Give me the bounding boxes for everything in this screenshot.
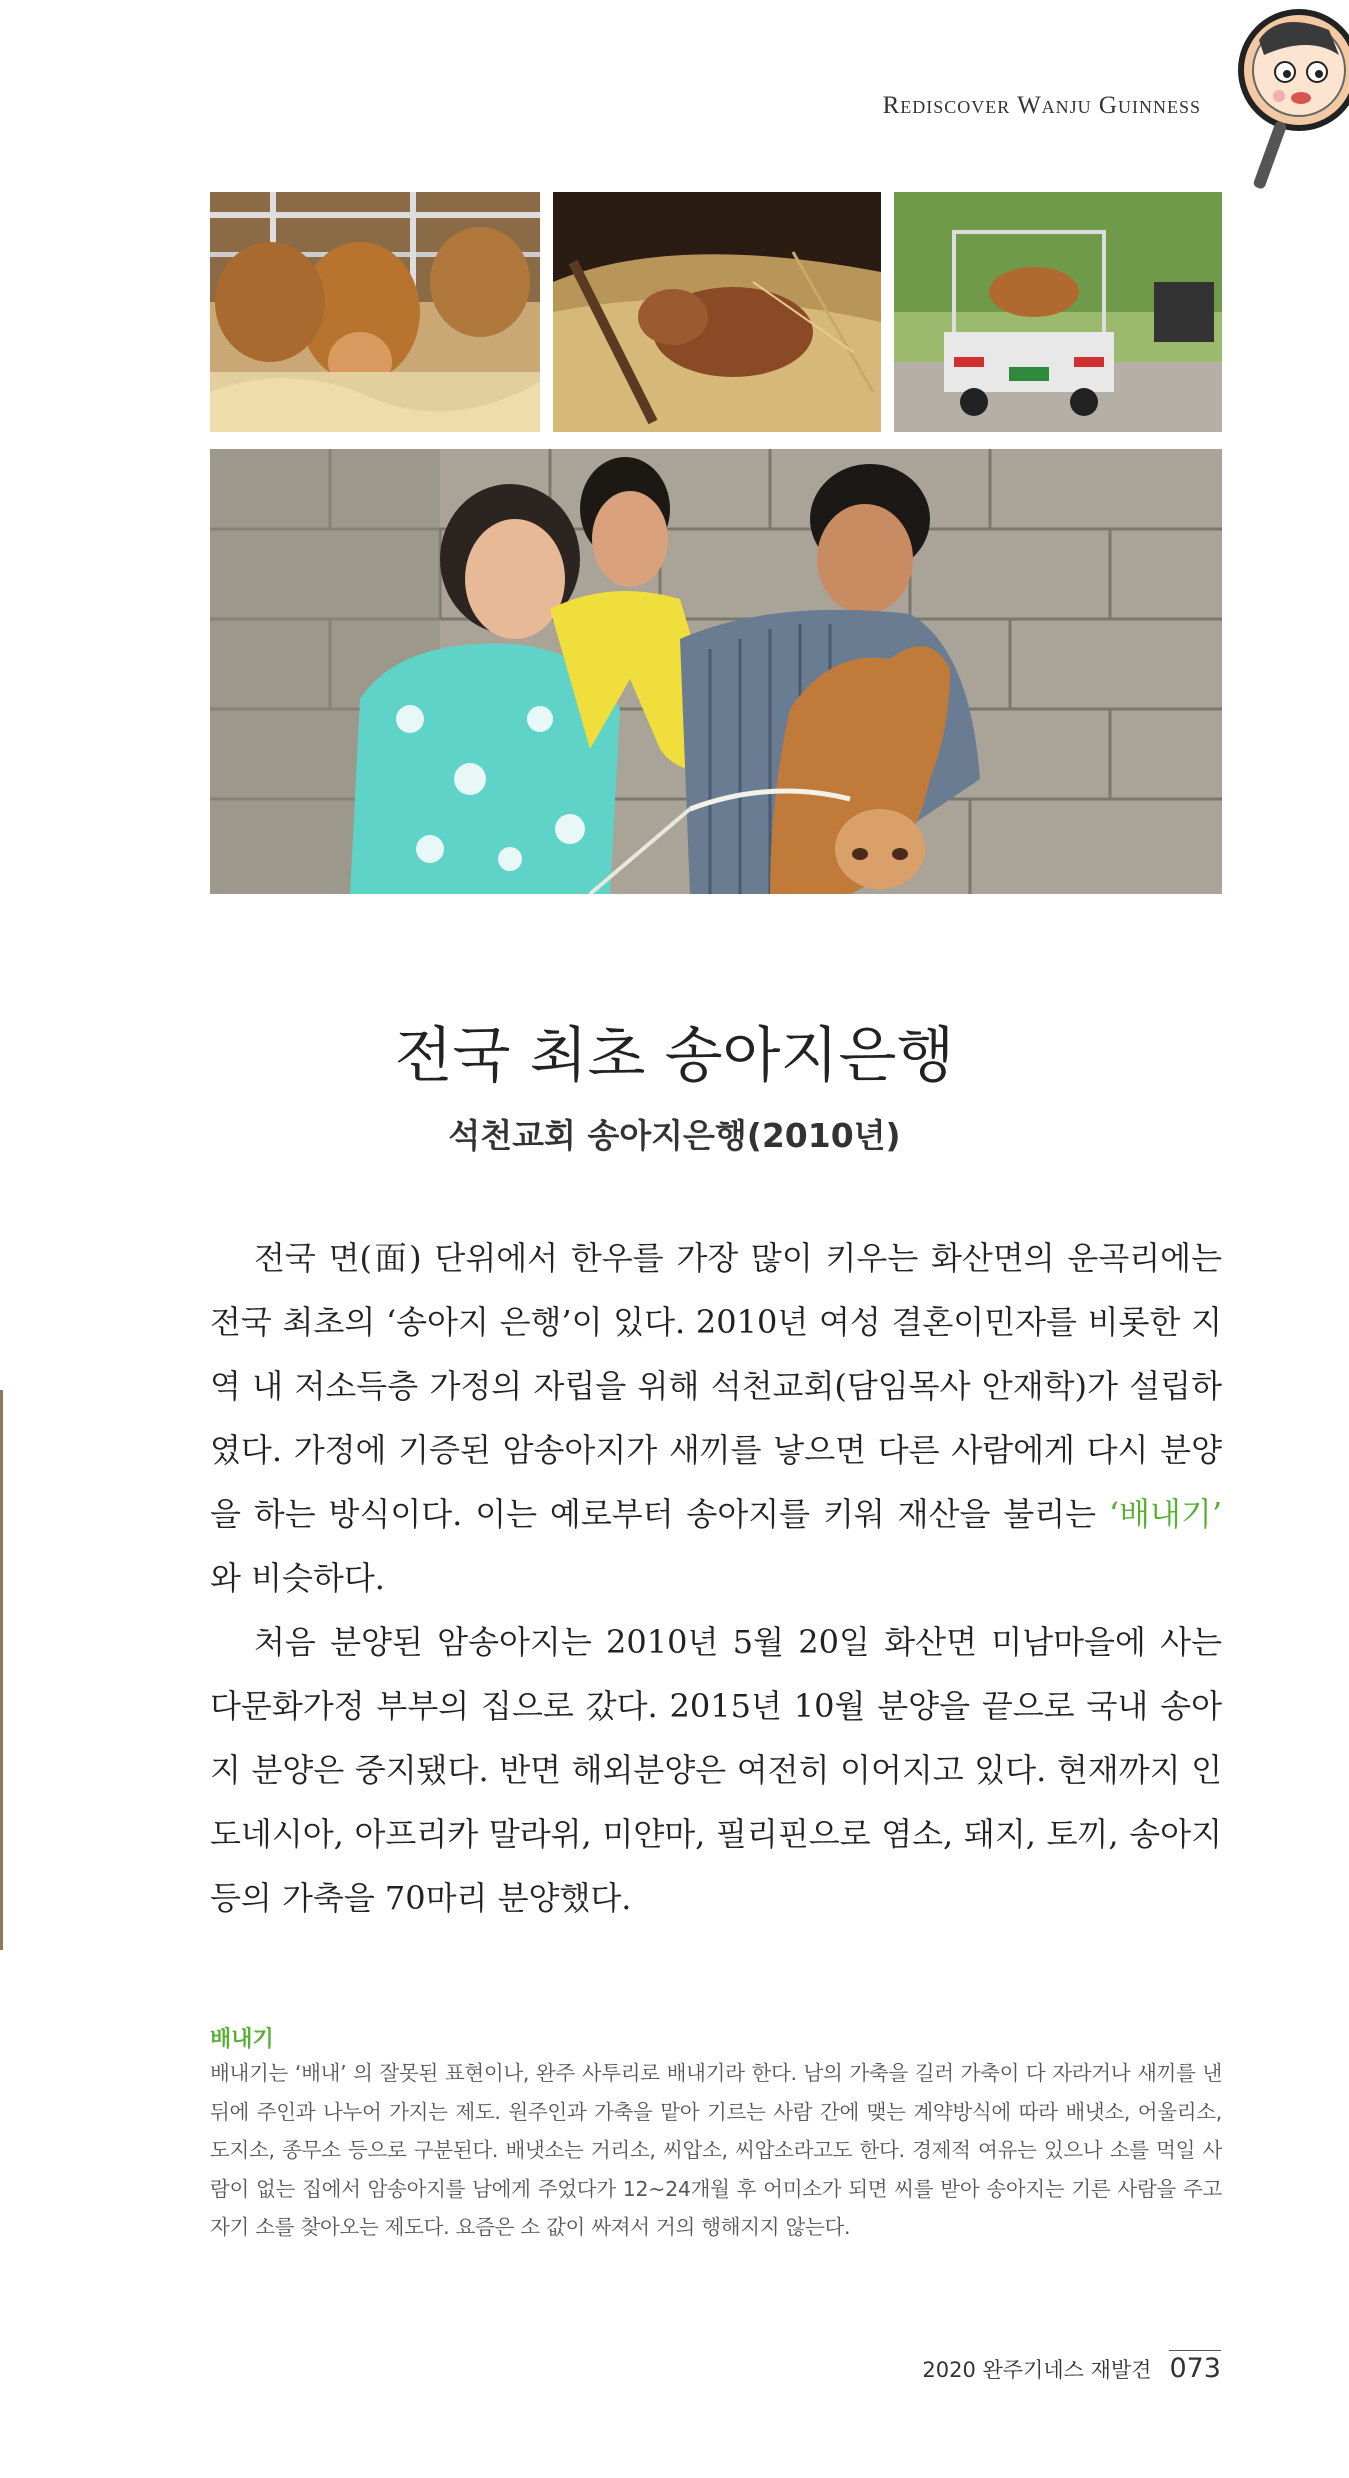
article-title: 전국 최초 송아지은행 <box>394 1021 955 1092</box>
paragraph-1-text: 전국 면(面) 단위에서 한우를 가장 많이 키우는 화산면의 운곡리에는 전국 최초의 ‘송아지 은행’이 있다. 2010년 여성 결혼이민자를 비롯한 지역 내 저소득층 가정의 자립을 위해 석천교회(담임목사 안재학)가 설립하였다. 가정에 기증된 암송아지가 새끼를 낳으면 다른 사람에게 다시 분양을 하는 방식이다. 이는 예로부터 송아지를 키워 재산을 불리는 <box>210 1239 1222 1533</box>
paragraph-1 <box>210 1226 1222 1610</box>
publication-name: 2020 완주기네스 재발견 <box>922 2358 1152 2382</box>
family-with-calf-photo <box>210 449 1222 894</box>
page-number: 073 <box>1169 2350 1221 2384</box>
paragraph-2: 처음 분양된 암송아지는 2010년 5월 20일 화산면 미남마을에 사는 다문화가정 부부의 집으로 갔다. 2015년 10월 분양을 끝으로 국내 송아지 분양은 중지됐다. 반면 해외분양은 여전히 이어지고 있다. 현재까지 인도네시아, 아프리카 말라위, 미얀마, 필리핀으로 염소, 돼지, 토끼, 송아지 등의 가축을 70마리 분양했다. <box>210 1623 1222 1917</box>
page-footer <box>922 2350 1221 2384</box>
article-body <box>210 1226 1222 1930</box>
article-subtitle: 석천교회 송아지은행(2010년) <box>448 1116 901 1155</box>
highlight-term: ‘배내기’ <box>1108 1495 1222 1533</box>
magnifier-mascot-icon <box>1219 0 1349 200</box>
running-title: Rediscover Wanju Guinness <box>882 92 1201 119</box>
truck-with-calf-photo <box>894 192 1222 432</box>
newborn-calf-on-straw-photo <box>553 192 881 432</box>
paragraph-1-text-end: 와 비슷하다. <box>210 1559 385 1597</box>
footnote-title: 배내기 <box>210 2027 274 2052</box>
edge-stripe <box>0 1390 3 1950</box>
footnote-text: 배내기는 ‘배내’ 의 잘못된 표현이나, 완주 사투리로 배내기라 한다. 남의 가축을 길러 가축이 다 자라거나 새끼를 낸 뒤에 주인과 나누어 가지는 제도. 원주인과 가축을 맡아 기르는 사람 간에 맺는 계약방식에 따라 배냇소, 어울리소, 도지소, 종무소 등으로 구분된다. 배냇소는 거리소, 씨압소, 씨압소라고도 한다. 경제적 여유는 있으나 소를 먹일 사람이 없는 집에서 암송아지를 남에게 주었다가 12~24개월 후 어미소가 되면 씨를 받아 송아지는 기른 사람을 주고 자기 소를 찾아오는 제도다. 요즘은 소 값이 싸져서 거의 행해지지 않는다. <box>210 2061 1222 2239</box>
cow-in-stall-photo <box>210 192 540 432</box>
